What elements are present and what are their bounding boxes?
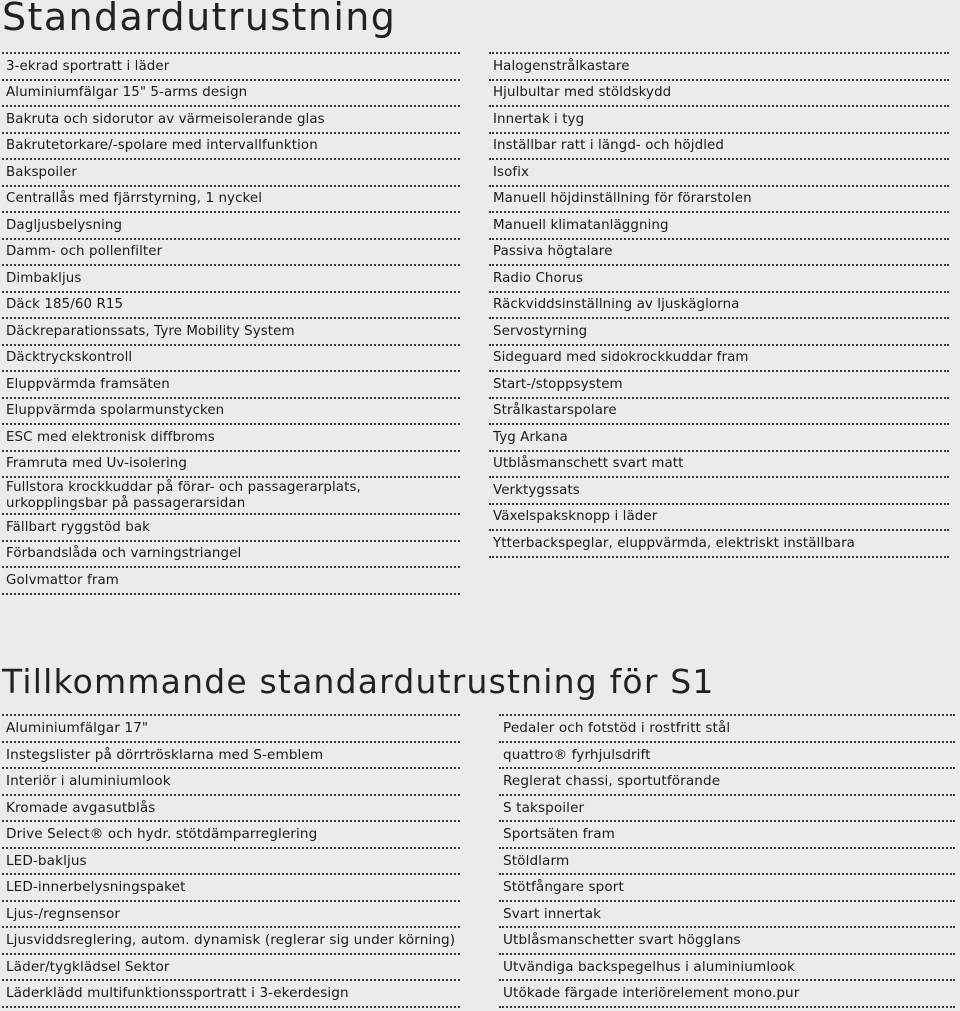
equipment-item — [489, 478, 949, 505]
equipment-item-label: Däckreparationssats, Tyre Mobility System — [6, 323, 295, 339]
equipment-item-label: Strålkastarspolare — [493, 403, 617, 419]
equipment-item — [499, 822, 955, 849]
equipment-item-label: Utblåsmanschett svart matt — [493, 456, 684, 472]
equipment-item-label: Eluppvärmda spolarmunstycken — [6, 403, 225, 419]
equipment-item — [489, 134, 949, 161]
equipment-item-label: Aluminiumfälgar 17" — [6, 720, 149, 737]
equipment-item-label: Utblåsmanschetter svart högglans — [503, 932, 741, 949]
equipment-item-label: Halogenstrålkastare — [493, 58, 630, 74]
standard-equipment-heading: Standardutrustning — [2, 0, 397, 39]
equipment-item-label: S takspoiler — [503, 799, 585, 816]
equipment-item — [489, 266, 949, 293]
equipment-item — [489, 372, 949, 399]
equipment-item — [2, 769, 460, 796]
equipment-item-label: Däck 185/60 R15 — [6, 297, 124, 313]
equipment-item-label: Räckviddsinställning av ljuskäglorna — [493, 297, 740, 313]
equipment-item — [489, 213, 949, 240]
equipment-item — [489, 452, 949, 479]
equipment-item-label: 3-ekrad sportratt i läder — [6, 58, 170, 74]
equipment-item-label: Svart innertak — [503, 905, 602, 922]
equipment-item — [489, 346, 949, 373]
equipment-item — [489, 399, 949, 426]
equipment-item — [2, 515, 460, 542]
equipment-item-label: Växelspaksknopp i läder — [493, 509, 658, 525]
equipment-item-label: Golvmattor fram — [6, 572, 119, 588]
equipment-item-label: Isofix — [493, 164, 530, 180]
equipment-item — [2, 796, 460, 823]
equipment-item-label: Manuell höjdinställning för förarstolen — [493, 191, 752, 207]
equipment-item-label: Ljusviddsreglering, autom. dynamisk (reglerar sig under körning) — [6, 932, 456, 949]
equipment-item — [489, 54, 949, 81]
equipment-item-label: Manuell klimatanläggning — [493, 217, 669, 233]
equipment-item-label: Eluppvärmda framsäten — [6, 376, 170, 392]
equipment-item-label: Inställbar ratt i längd- och höjdled — [493, 138, 724, 154]
equipment-item — [2, 716, 460, 743]
equipment-item — [2, 187, 460, 214]
equipment-item — [499, 796, 955, 823]
equipment-item — [2, 266, 460, 293]
equipment-item-label: Start-/stoppsystem — [493, 376, 623, 392]
equipment-item-label: Sideguard med sidokrockkuddar fram — [493, 350, 749, 366]
equipment-item — [489, 160, 949, 187]
equipment-item-label: Damm- och pollenfilter — [6, 244, 163, 260]
standard-equipment-list-right — [489, 52, 949, 558]
equipment-item-label: LED-innerbelysningspaket — [6, 879, 186, 896]
equipment-item-label: Interiör i aluminiumlook — [6, 773, 171, 790]
equipment-item — [489, 293, 949, 320]
equipment-item — [2, 160, 460, 187]
standard-equipment-list-left — [2, 52, 460, 595]
equipment-item — [2, 928, 460, 955]
equipment-item — [499, 875, 955, 902]
equipment-item — [2, 743, 460, 770]
equipment-item-label: Förbandslåda och varningstriangel — [6, 546, 242, 562]
equipment-item-label: Ytterbackspeglar, eluppvärmda, elektriskt inställbara — [493, 535, 855, 551]
equipment-item-label: Passiva högtalare — [493, 244, 613, 260]
equipment-item — [2, 875, 460, 902]
equipment-item — [489, 240, 949, 267]
s1-equipment-list-left — [2, 714, 460, 1008]
equipment-item-label: Radio Chorus — [493, 270, 584, 286]
equipment-item — [2, 240, 460, 267]
equipment-item — [2, 425, 460, 452]
equipment-item — [2, 478, 460, 515]
equipment-item — [489, 187, 949, 214]
s1-equipment-list-right — [499, 714, 955, 1008]
equipment-item-label: Drive Select® och hydr. stötdämparreglering — [6, 826, 318, 843]
equipment-item — [2, 568, 460, 595]
equipment-item-label: quattro® fyrhjulsdrift — [503, 746, 651, 763]
equipment-item — [2, 399, 460, 426]
equipment-item — [489, 425, 949, 452]
equipment-item — [2, 134, 460, 161]
equipment-item — [2, 902, 460, 929]
equipment-item-label: Bakruta och sidorutor av värmeisolerande glas — [6, 111, 325, 127]
equipment-item-label: ESC med elektronisk diffbroms — [6, 429, 215, 445]
equipment-item — [489, 505, 949, 532]
equipment-item-label: Utökade färgade interiörelement mono.pur — [503, 985, 800, 1002]
equipment-item-label: Bakspoiler — [6, 164, 77, 180]
equipment-item-label: Ljus-/regnsensor — [6, 905, 121, 922]
equipment-item-label: Kromade avgasutblås — [6, 799, 156, 816]
equipment-item — [2, 849, 460, 876]
equipment-item-label: Hjulbultar med stöldskydd — [493, 85, 672, 101]
equipment-item-label: LED-bakljus — [6, 852, 87, 869]
equipment-item — [2, 81, 460, 108]
equipment-item-label: Pedaler och fotstöd i rostfritt stål — [503, 720, 731, 737]
equipment-item — [489, 531, 949, 558]
equipment-item — [489, 81, 949, 108]
equipment-item — [2, 542, 460, 569]
equipment-item — [499, 743, 955, 770]
equipment-item-label: Dagljusbelysning — [6, 217, 123, 233]
equipment-item-label: Stötfångare sport — [503, 879, 624, 896]
equipment-item — [499, 928, 955, 955]
equipment-item-label: Bakrutetorkare/-spolare med intervallfunktion — [6, 138, 318, 154]
equipment-item — [2, 981, 460, 1008]
equipment-item — [489, 319, 949, 346]
equipment-item — [499, 769, 955, 796]
equipment-item — [2, 54, 460, 81]
equipment-item-label: Fullstora krockkuddar på förar- och passagerarplats, urkopplingsbar på passagerarsidan — [6, 479, 361, 511]
equipment-item-label: Utvändiga backspegelhus i aluminiumlook — [503, 958, 796, 975]
equipment-item — [2, 319, 460, 346]
equipment-item — [2, 107, 460, 134]
equipment-item-label: Framruta med Uv-isolering — [6, 456, 187, 472]
equipment-item — [499, 955, 955, 982]
equipment-item-label: Instegslister på dörrtrösklarna med S-emblem — [6, 746, 324, 763]
equipment-item — [499, 902, 955, 929]
equipment-item-label: Stöldlarm — [503, 852, 570, 869]
equipment-item-label: Innertak i tyg — [493, 111, 585, 127]
equipment-item — [2, 213, 460, 240]
equipment-item — [499, 716, 955, 743]
equipment-item — [489, 107, 949, 134]
equipment-item — [2, 346, 460, 373]
equipment-item-label: Sportsäten fram — [503, 826, 615, 843]
equipment-item — [2, 452, 460, 479]
equipment-item-label: Läder/tygklädsel Sektor — [6, 958, 170, 975]
equipment-item — [2, 293, 460, 320]
equipment-item — [499, 981, 955, 1008]
s1-additional-equipment-heading: Tillkommande standardutrustning för S1 — [2, 662, 715, 701]
equipment-item-label: Dimbakljus — [6, 270, 82, 286]
equipment-item — [2, 372, 460, 399]
equipment-item-label: Verktygssats — [493, 482, 580, 498]
equipment-item — [2, 822, 460, 849]
equipment-item-label: Centrallås med fjärrstyrning, 1 nyckel — [6, 191, 263, 207]
equipment-item-label: Reglerat chassi, sportutförande — [503, 773, 721, 790]
equipment-item-label: Aluminiumfälgar 15" 5-arms design — [6, 85, 248, 101]
equipment-item — [2, 955, 460, 982]
equipment-item-label: Fällbart ryggstöd bak — [6, 519, 151, 535]
equipment-item-label: Tyg Arkana — [493, 429, 568, 445]
equipment-item — [499, 849, 955, 876]
equipment-item-label: Läderklädd multifunktionssportratt i 3-ekerdesign — [6, 985, 349, 1002]
equipment-item-label: Däcktryckskontroll — [6, 350, 133, 366]
equipment-item-label: Servostyrning — [493, 323, 588, 339]
